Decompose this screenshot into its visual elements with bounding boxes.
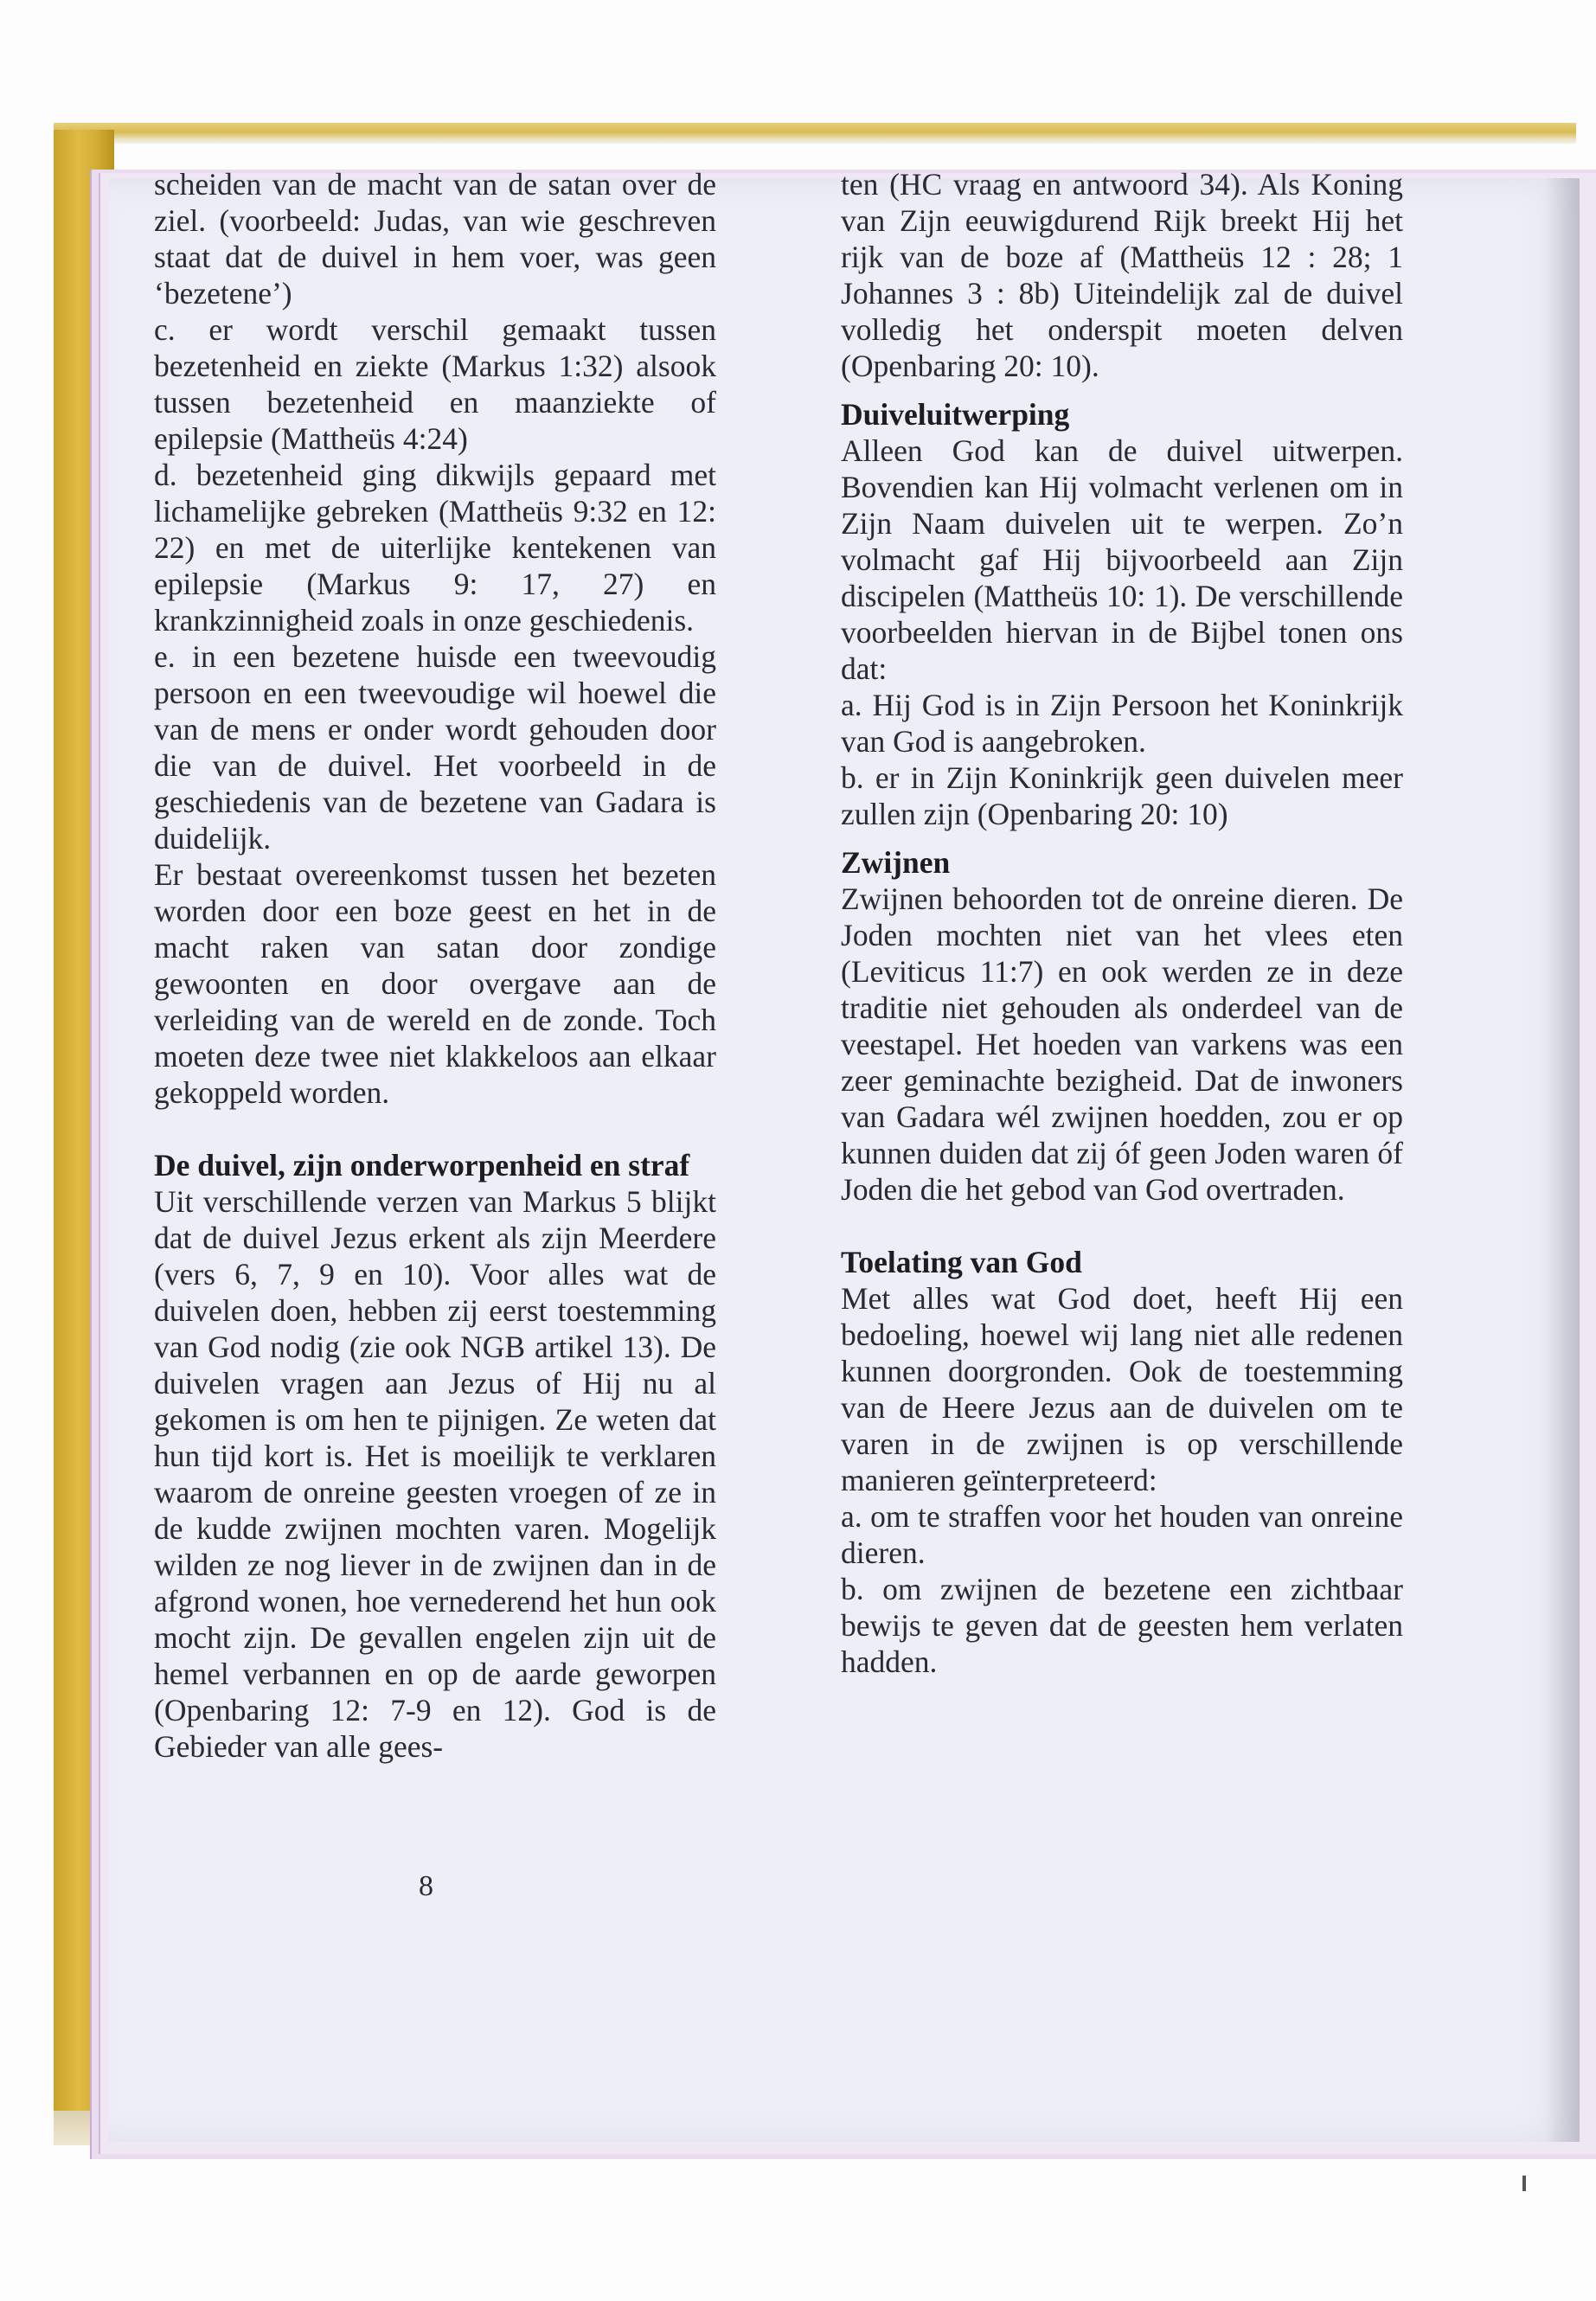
left-paragraph-2: c. er wordt verschil gemaakt tussen bezetenheid en ziekte (Markus 1:32) alsook tussen bezetenheid en maanziekte of epilepsie (Mattheüs 4:24) bbox=[154, 312, 716, 456]
right-paragraph-6: Met alles wat God doet, heeft Hij een bedoeling, hoewel wij lang niet alle redenen kunnen doorgronden. Ook de toestemming van de Heere Jezus aan de duivelen om te varen in de zwijnen is op verschillende manieren geïnterpreteerd: bbox=[841, 1281, 1403, 1497]
right-paragraph-7: a. om te straffen voor het houden van onreine dieren. bbox=[841, 1499, 1403, 1570]
right-paragraph-3: a. Hij God is in Zijn Persoon het Koninkrijk van God is aangebroken. bbox=[841, 688, 1403, 759]
right-paragraph-1: ten (HC vraag en antwoord 34). Als Koning van Zijn eeuwigdurend Rijk breekt Hij het rijk van de boze af (Mattheüs 12 : 28; 1 Johannes 3 : 8b) Uiteindelijk zal de duivel volledig het onderspit moeten delven (Openbaring 20: 10). bbox=[841, 167, 1403, 383]
left-paragraph-1: scheiden van de macht van de satan over de ziel. (voorbeeld: Judas, van wie geschreven staat dat de duivel in hem voer, was geen ‘bezetene’) bbox=[154, 167, 716, 311]
spacer bbox=[841, 832, 1403, 844]
spacer bbox=[841, 384, 1403, 396]
section-heading-duivel: De duivel, zijn onderworpenheid en straf bbox=[154, 1148, 690, 1183]
left-column bbox=[154, 166, 716, 1765]
left-paragraph-6: Uit verschillende verzen van Markus 5 blijkt dat de duivel Jezus erkent als zijn Meerdere (vers 6, 7, 9 en 10). Voor alles wat de duivelen doen, hebben zij eerst toestemming van God nodig (zie ook NGB artikel 13). De duivelen vragen aan Jezus of Hij nu al gekomen is om hen te pijnigen. Ze weten dat hun tijd kort is. Het is moeilijk te verklaren waarom de onreine geesten vroegen of ze in de kudde zwijnen mochten varen. Mogelijk wilden ze nog liever in de zwijnen dan in de afgrond wonen, hoe vernederend het hun ook mocht zijn. De gevallen engelen zijn uit de hemel verbannen en op de aarde geworpen (Openbaring 12: 7-9 en 12). God is de Gebieder van alle gees- bbox=[154, 1184, 716, 1764]
right-paragraph-8: b. om zwijnen de bezetene een zichtbaar bewijs te geven dat de geesten hem verlaten hadden. bbox=[841, 1572, 1403, 1679]
section-heading-duiveluitwerping: Duiveluitwerping bbox=[841, 397, 1070, 432]
book-cover-top-edge bbox=[54, 123, 1576, 144]
scan-speck bbox=[1522, 2176, 1526, 2191]
spacer bbox=[154, 1111, 716, 1147]
right-paragraph-4: b. er in Zijn Koninkrijk geen duivelen meer zullen zijn (Openbaring 20: 10) bbox=[841, 760, 1403, 831]
section-heading-zwijnen: Zwijnen bbox=[841, 845, 951, 880]
page-number: 8 bbox=[419, 1870, 433, 1902]
right-paragraph-5: Zwijnen behoorden tot de onreine dieren. De Joden mochten niet van het vlees eten (Leviticus 11:7) en ook werden ze in deze traditie niet gehouden als onderdeel van de veestapel. Het hoeden van varkens was een zeer geminachte bezigheid. Dat de inwoners van Gadara wél zwijnen hoedden, zou er op kunnen duiden dat zij óf geen Joden waren óf Joden die het gebod van God overtraden. bbox=[841, 881, 1403, 1207]
left-paragraph-5: Er bestaat overeenkomst tussen het bezeten worden door een boze geest en het in de macht raken van satan door zondige gewoonten en door overgave aan de verleiding van de wereld en de zonde. Toch moeten deze twee niet klakkeloos aan elkaar gekoppeld worden. bbox=[154, 857, 716, 1110]
spine-shadow bbox=[1545, 178, 1580, 2142]
left-paragraph-3: d. bezetenheid ging dikwijls gepaard met lichamelijke gebreken (Mattheüs 9:32 en 12: 22) en met de uiterlijke kentekenen van epilepsie (Markus 9: 17, 27) en krankzinnigheid zoals in onze geschiedenis. bbox=[154, 458, 716, 638]
section-heading-toelating: Toelating van God bbox=[841, 1245, 1082, 1279]
right-paragraph-2: Alleen God kan de duivel uitwerpen. Bovendien kan Hij volmacht verlenen om in Zijn Naam duivelen uit te werpen. Zo’n volmacht gaf Hij bijvoorbeeld aan Zijn discipelen (Mattheüs 10: 1). De verschillende voorbeelden hiervan in de Bijbel tonen ons dat: bbox=[841, 433, 1403, 686]
spacer bbox=[841, 1208, 1403, 1244]
right-column bbox=[841, 166, 1403, 1680]
left-paragraph-4: e. in een bezetene huisde een tweevoudig persoon en een tweevoudige wil hoewel die van de mens er onder wordt gehouden door die van de duivel. Het voorbeeld in de geschiedenis van de bezetene van Gadara is duidelijk. bbox=[154, 639, 716, 856]
